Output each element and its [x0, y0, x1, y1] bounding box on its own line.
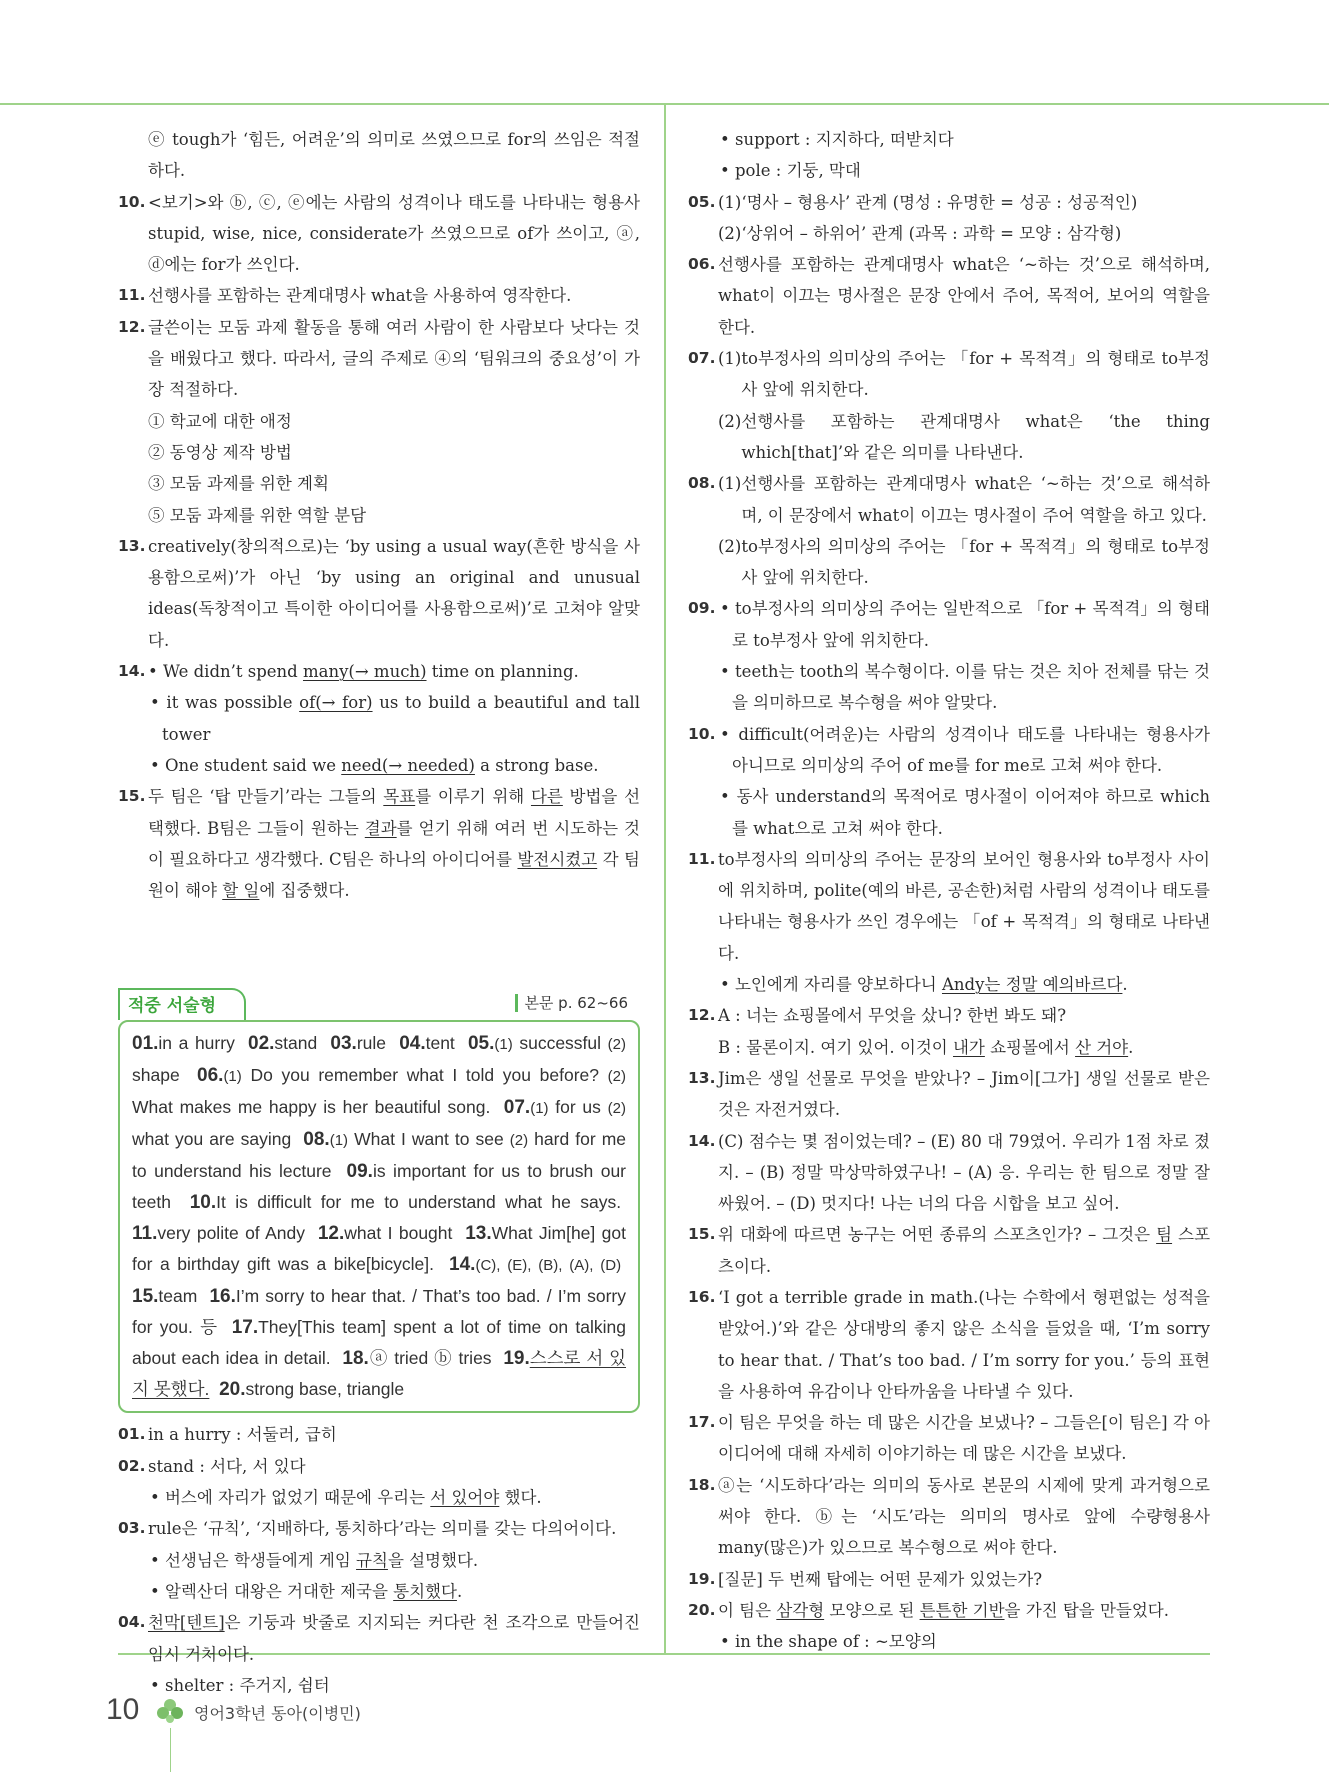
bullet: • 버스에 자리가 없었기 때문에 우리는 서 있어야 했다.: [150, 1488, 542, 1508]
item-text: 선행사를 포함하는 관계대명사 what을 사용하여 영작한다.: [148, 286, 572, 306]
correction: need(→ needed): [341, 755, 475, 775]
explanation-item-13: [118, 531, 640, 656]
explanation-item-12: [118, 312, 640, 406]
item-number: 14.: [118, 662, 146, 681]
explanation-item-14: [118, 656, 640, 687]
footer-stem-decoration: [170, 1728, 171, 1772]
explanation-04: 04. 천막[텐트]은 기둥과 밧줄로 지지되는 커다란 천 조각으로 만들어진 임시 거처이다.: [118, 1613, 640, 1664]
explanation-05: 05. (1) ‘명사 – 형용사’ 관계 (명성 : 유명한 = 성공 : 성공적인): [688, 192, 1138, 212]
explanation-17: 17. 이 팀은 무엇을 하는 데 많은 시간을 보냈나? – 그들은[이 팀은] 각 아이디어에 대해 자세히 이야기하는 데 많은 시간을 보냈다.: [688, 1413, 1210, 1464]
explanation-08: 08. (1) 선행사를 포함하는 관계대명사 what은 ‘~하는 것’으로 해석하며, 이 문장에서 what이 이끄는 명사절이 주어 역할을 하고 있다.: [688, 474, 1210, 525]
choice-2: ② 동영상 제작 방법: [148, 442, 292, 462]
section-title: 적중 서술형: [118, 988, 246, 1020]
page-reference: 본문 p. 62~66: [515, 994, 628, 1012]
bullet: • One student said we need(→ needed) a strong base.: [150, 755, 599, 775]
explanation-07: 07. (1) to부정사의 의미상의 주어는 「for + 목적격」의 형태로 to부정사 앞에 위치한다.: [688, 349, 1210, 400]
item-number: 12.: [118, 317, 146, 336]
choice-3: ③ 모둠 과제를 위한 계획: [148, 474, 329, 494]
item-number: 13.: [118, 536, 146, 555]
explanation-continued: ⓔ tough가 ‘힘든, 어려운’의 의미로 쓰였으므로 for의 쓰임은 적절하다.: [148, 130, 640, 181]
item-number: 11.: [118, 286, 146, 305]
column-divider: [664, 105, 666, 1655]
right-column: • support : 지지하다, 떠받치다 • pole : 기둥, 막대 05. (1) ‘명사 – 형용사’ 관계 (명성 : 유명한 = 성공 : 성공적인) (2) ‘상위어 – 하위어’ 관계 (과목 : 과학 = 모양 : 삼각형) 06. 선행사를 포함하는 관계대명사 what은 ‘~하는 것’으로 해석하며, what이 이끄는 명사절은 문장 안에서 주어, 목적어, 보어의 역할을 한다. 07. (1) to부정사의 의미상의 주어는 「for + 목적격」의 형태로 to부정사 앞에 위치한다. (2) 선행사를 포함하는 관계대명사 what은 ‘the thing which[that]’와 같은 의미를 나타낸다. 08. (1) 선행사를 포함하는 관계대명사 what은 ‘~하는 것’으로 해석하며, 이 문장에서 what이 이끄는 명사절이 주어 역할을 하고 있다. (2) to부정사의 의미상의 주어는 「for + 목적격」의 형태로 to부정사 앞에 위치한다. 09. • to부정사의 의미상의 주어는 일반적으로 「for + 목적격」의 형태로 to부정사 앞에 위치한다. • teeth는 tooth의 복수형이다. 이를 닦는 것은 치아 전체를 닦는 것을 의미하므로 복수형을 써야 알맞다. 10. • difficult(어려운)는 사람의 성격이나 태도를 나타내는 형용사가 아니므로 의미상의 주어 of me를 for me로 고쳐 써야 한다. • 동사 understand의 목적어로 명사절이 이어져야 하므로 which를 what으로 고쳐 써야 한다. 11. to부정사의 의미상의 주어는 문장의 보어인 형용사와 to부정사 사이에 위치하며, polite(예의 바른, 공손한)처럼 사람의 성격이나 태도를 나타내는 형용사가 쓰인 경우에는 「of + 목적격」의 형태로 나타낸다. • 노인에게 자리를 양보하다니 Andy는 정말 예의바르다. 12. A : 너는 쇼핑몰에서 무엇을 샀니? 한번 봐도 돼? B : 물론이지. 여기 있어. 이것이 내가 쇼핑몰에서 산 거야. 13. Jim은 생일 선물로 무엇을 받았나? – Jim이[그가] 생일 선물로 받은 것은 자전거였다. 14. (C) 점수는 몇 점이었는데? – (E) 80 대 79였어. 우리가 1점 차로 졌지. – (B) 정말 막상막하였구나! – (A) 응. 우리는 한 팀으로 정말 잘 싸웠어. – (D) 멋지다! 나는 너의 다음 시합을 보고 싶어. 15. 위 대화에 따르면 농구는 어떤 종류의 스포츠인가? – 그것은 팀 스포츠이다. 16. ‘I got a terrible grade in math.(나는 수학에서 형편없는 성적을 받았어.)’와 같은 상대방의 좋지 않은 소식을 들었을 때, ‘I’m sorry to hear that. / That’s too bad. / I’m sorry for you.’ 등의 표현을 사용하여 유감이나 안타까움을 나타낼 수 있다. 17. 이 팀은 무엇을 하는 데 많은 시간을 보냈나? – 그들은[이 팀은] 각 아이디어에 대해 자세히 이야기하는 데 많은 시간을 보냈다. 18. ⓐ는 ‘시도하다’라는 의미의 동사로 본문의 시제에 맞게 과거형으로 써야 한다. ⓑ는 ‘시도’라는 의미의 명사로 앞에 수량형용사 many(많은)가 있으므로 복수형으로 써야 한다. 19. [질문] 두 번째 탑에는 어떤 문제가 있었는가? 20. 이 팀은 삼각형 모양으로 된 튼튼한 기반을 가진 탑을 만들었다. • in the shape of : ~모양의: [688, 124, 1210, 1658]
explanation-19: 19. [질문] 두 번째 탑에는 어떤 문제가 있었는가?: [688, 1569, 1043, 1589]
explanation-14: 14. (C) 점수는 몇 점이었는데? – (E) 80 대 79였어. 우리가 1점 차로 졌지. – (B) 정말 막상막하였구나! – (A) 응. 우리는 한 팀으로 정말 잘 싸웠어. – (D) 멋지다! 나는 너의 다음 시합을 보고 싶어.: [688, 1131, 1210, 1214]
bullet: • 선생님은 학생들에게 게임 규칙을 설명했다.: [150, 1550, 479, 1570]
book-title: 영어3학년 동아(이병민): [194, 1704, 361, 1723]
item-text: creatively(창의적으로)는 ‘by using a usual way(흔한 방식을 사용함으로써)’가 아닌 ‘by using an original and unusual ideas(독창적이고 특이한 아이디어를 사용함으로써)’로 고쳐야 알맞다.: [148, 536, 640, 650]
explanation-10: 10. • difficult(어려운)는 사람의 성격이나 태도를 나타내는 형용사가 아니므로 의미상의 주어 of me를 for me로 고쳐 써야 한다.: [688, 724, 1210, 775]
item-text: • We didn’t spend many(→ much) time on planning.: [148, 662, 579, 682]
explanation-18: 18. ⓐ는 ‘시도하다’라는 의미의 동사로 본문의 시제에 맞게 과거형으로 써야 한다. ⓑ는 ‘시도’라는 의미의 명사로 앞에 수량형용사 many(많은)가 있으므로 복수형으로 써야 한다.: [688, 1475, 1210, 1558]
bullet: • shelter : 주거지, 쉼터: [150, 1675, 330, 1695]
explanation-13: 13. Jim은 생일 선물로 무엇을 받았나? – Jim이[그가] 생일 선물로 받은 것은 자전거였다.: [688, 1068, 1210, 1120]
explanation-01: 01. in a hurry : 서둘러, 급히: [118, 1425, 337, 1445]
explanation-06: 06. 선행사를 포함하는 관계대명사 what은 ‘~하는 것’으로 해석하며, what이 이끄는 명사절은 문장 안에서 주어, 목적어, 보어의 역할을 한다.: [688, 255, 1210, 337]
explanation-item-15: [118, 781, 640, 906]
explanation-03: 03. rule은 ‘규칙’, ‘지배하다, 통치하다’라는 의미를 갖는 다의어이다.: [118, 1519, 617, 1539]
explanation-20: 20. 이 팀은 삼각형 모양으로 된 튼튼한 기반을 가진 탑을 만들었다.: [688, 1600, 1169, 1620]
left-column: [118, 124, 640, 1701]
explanation-09: 09. • to부정사의 의미상의 주어는 일반적으로 「for + 목적격」의 형태로 to부정사 앞에 위치한다.: [688, 599, 1210, 650]
explanation-item-11: [118, 280, 640, 311]
bullet: • support : 지지하다, 떠받치다: [720, 130, 954, 149]
correction: of(→ for): [299, 693, 373, 713]
section-header: [118, 988, 640, 1020]
explanation-item-10: [118, 187, 640, 281]
answer-box: 01.in a hurry 02.stand 03.rule 04.tent 05.(1) successful (2) shape 06.(1) Do you remember what I told you before? (2) What makes me happy is her beautiful song. 07.(1) for us (2) what you are saying 08.(1) What I want to see (2) hard for me to understand his lecture 09.is important for us to brush our teeth 10.It is difficult for me to understand what he says. 11.very polite of Andy 12.what I bought 13.What Jim[he] got for a birthday gift was a bike[bicycle]. 14.(C), (E), (B), (A), (D) 15.team 16.I’m sorry to hear that. / That’s too bad. / I’m sorry for you. 등 17.They[This team] spent a lot of time on talking about each idea in detail. 18.ⓐ tried ⓑ tries 19.스스로 서 있지 못했다. 20.strong base, triangle: [118, 1020, 640, 1413]
clover-leaf-icon: [155, 1697, 185, 1727]
item-text: 두 팀은 ‘탑 만들기’라는 그들의 목표를 이루기 위해 다른 방법을 선택했다. B팀은 그들이 원하는 결과를 얻기 위해 여러 번 시도하는 것이 필요하다고 생각했다. C팀은 하나의 아이디어를 발전시켰고 각 팀원이 해야 할 일에 집중했다.: [148, 787, 641, 901]
item-number: 15.: [118, 787, 146, 806]
item-number: 10.: [118, 192, 146, 211]
choice-1: ① 학교에 대한 애정: [148, 411, 292, 431]
bullet: • 알렉산더 대왕은 거대한 제국을 통치했다.: [150, 1581, 463, 1601]
explanation-02: 02. stand : 서다, 서 있다: [118, 1456, 306, 1476]
bullet: • pole : 기둥, 막대: [720, 161, 861, 181]
explanation-15: 15. 위 대화에 따르면 농구는 어떤 종류의 스포츠인가? – 그것은 팀 스포츠이다.: [688, 1225, 1211, 1276]
explanation-11: 11. to부정사의 의미상의 주어는 문장의 보어인 형용사와 to부정사 사이에 위치하며, polite(예의 바른, 공손한)처럼 사람의 성격이나 태도를 나타내는 형용사가 쓰인 경우에는 「of + 목적격」의 형태로 나타낸다.: [688, 849, 1210, 963]
bullet: • it was possible of(→ for) us to build a beautiful and tall tower: [150, 693, 640, 744]
item-text: 글쓴이는 모둠 과제 활동을 통해 여러 사람이 한 사람보다 낫다는 것을 배웠다고 했다. 따라서, 글의 주제로 ④의 ‘팀워크의 중요성’이 가장 적절하다.: [148, 317, 640, 400]
explanation-16: 16. ‘I got a terrible grade in math.(나는 수학에서 형편없는 성적을 받았어.)’와 같은 상대방의 좋지 않은 소식을 들었을 때, ‘I’m sorry to hear that. / That’s too bad. / I’m sorry for you.’ 등의 표현을 사용하여 유감이나 안타까움을 나타낼 수 있다.: [688, 1287, 1210, 1401]
item-text: <보기>와 ⓑ, ⓒ, ⓔ에는 사람의 성격이나 태도를 나타내는 형용사 stupid, wise, nice, considerate가 쓰였으므로 of가 쓰이고, ⓐ, ⓓ에는 for가 쓰인다.: [148, 192, 640, 275]
page-number: 10: [106, 1693, 140, 1726]
correction: many(→ much): [302, 662, 427, 682]
explanation-12: 12. A : 너는 쇼핑몰에서 무엇을 샀니? 한번 봐도 돼?: [688, 1006, 1067, 1026]
choice-5: ⑤ 모둠 과제를 위한 역할 분담: [148, 505, 367, 525]
